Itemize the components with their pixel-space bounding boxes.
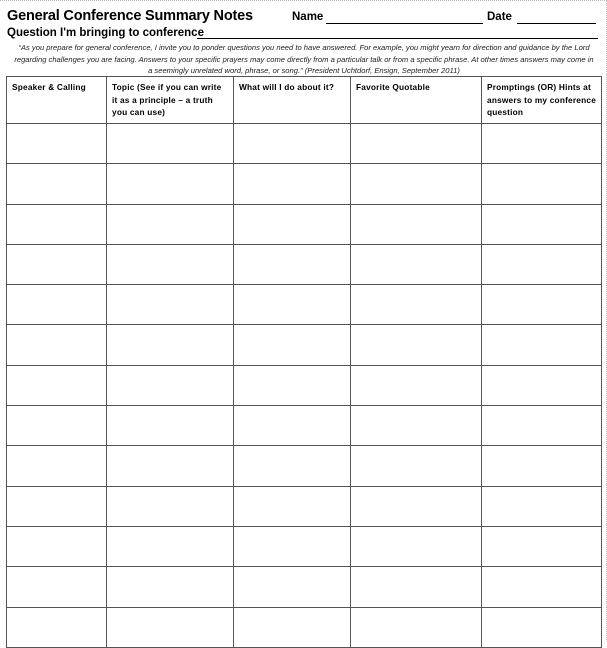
note-cell[interactable]	[234, 607, 351, 647]
note-cell[interactable]	[7, 365, 107, 405]
note-cell[interactable]	[482, 204, 602, 244]
note-cell[interactable]	[482, 325, 602, 365]
note-cell[interactable]	[234, 406, 351, 446]
column-header: What will I do about it?	[234, 77, 351, 124]
table-row	[7, 124, 602, 164]
note-cell[interactable]	[482, 526, 602, 566]
note-cell[interactable]	[107, 567, 234, 607]
note-cell[interactable]	[482, 446, 602, 486]
note-cell[interactable]	[107, 365, 234, 405]
note-cell[interactable]	[107, 486, 234, 526]
note-cell[interactable]	[7, 567, 107, 607]
table-row	[7, 285, 602, 325]
table-row	[7, 486, 602, 526]
table-row	[7, 406, 602, 446]
note-cell[interactable]	[482, 567, 602, 607]
name-label: Name	[292, 11, 324, 23]
name-field[interactable]	[326, 23, 483, 24]
note-cell[interactable]	[7, 526, 107, 566]
note-cell[interactable]	[351, 486, 482, 526]
note-cell[interactable]	[351, 325, 482, 365]
note-cell[interactable]	[351, 446, 482, 486]
note-cell[interactable]	[7, 164, 107, 204]
column-header: Promptings (OR) Hints at answers to my conference question	[482, 77, 602, 124]
note-cell[interactable]	[107, 406, 234, 446]
note-cell[interactable]	[7, 204, 107, 244]
note-cell[interactable]	[234, 446, 351, 486]
question-field[interactable]	[197, 38, 598, 39]
note-cell[interactable]	[7, 446, 107, 486]
table-row	[7, 607, 602, 647]
note-cell[interactable]	[7, 607, 107, 647]
note-cell[interactable]	[351, 204, 482, 244]
note-cell[interactable]	[234, 486, 351, 526]
table-row	[7, 204, 602, 244]
note-cell[interactable]	[7, 486, 107, 526]
note-cell[interactable]	[7, 406, 107, 446]
note-cell[interactable]	[482, 406, 602, 446]
table-row	[7, 325, 602, 365]
note-cell[interactable]	[351, 244, 482, 284]
note-cell[interactable]	[351, 567, 482, 607]
note-cell[interactable]	[482, 124, 602, 164]
note-cell[interactable]	[107, 526, 234, 566]
table-row	[7, 446, 602, 486]
note-cell[interactable]	[7, 285, 107, 325]
note-cell[interactable]	[482, 607, 602, 647]
note-cell[interactable]	[482, 365, 602, 405]
note-cell[interactable]	[351, 164, 482, 204]
table-row	[7, 164, 602, 204]
table-row	[7, 526, 602, 566]
note-cell[interactable]	[107, 164, 234, 204]
table-row	[7, 244, 602, 284]
column-header: Favorite Quotable	[351, 77, 482, 124]
question-label: Question I'm bringing to conference	[7, 27, 204, 39]
date-field[interactable]	[517, 23, 596, 24]
note-cell[interactable]	[351, 285, 482, 325]
note-cell[interactable]	[482, 164, 602, 204]
page-title: General Conference Summary Notes	[7, 8, 253, 24]
date-label: Date	[487, 11, 512, 23]
note-cell[interactable]	[107, 446, 234, 486]
page-border-top	[0, 0, 607, 2]
note-cell[interactable]	[234, 365, 351, 405]
note-cell[interactable]	[107, 204, 234, 244]
table-header-row	[7, 77, 602, 124]
note-cell[interactable]	[234, 325, 351, 365]
note-cell[interactable]	[7, 124, 107, 164]
note-cell[interactable]	[107, 607, 234, 647]
note-cell[interactable]	[234, 204, 351, 244]
note-cell[interactable]	[351, 365, 482, 405]
note-cell[interactable]	[234, 285, 351, 325]
note-cell[interactable]	[107, 124, 234, 164]
note-cell[interactable]	[7, 325, 107, 365]
column-header: Topic (See if you can write it as a principle – a truth you can use)	[107, 77, 234, 124]
table-row	[7, 567, 602, 607]
note-cell[interactable]	[234, 164, 351, 204]
note-cell[interactable]	[107, 285, 234, 325]
note-cell[interactable]	[482, 486, 602, 526]
note-cell[interactable]	[7, 244, 107, 284]
note-cell[interactable]	[351, 124, 482, 164]
note-cell[interactable]	[234, 244, 351, 284]
table-row	[7, 365, 602, 405]
note-cell[interactable]	[482, 285, 602, 325]
note-cell[interactable]	[234, 567, 351, 607]
note-cell[interactable]	[482, 244, 602, 284]
note-cell[interactable]	[351, 607, 482, 647]
note-cell[interactable]	[107, 325, 234, 365]
note-cell[interactable]	[234, 526, 351, 566]
note-cell[interactable]	[351, 406, 482, 446]
note-cell[interactable]	[351, 526, 482, 566]
notes-table	[6, 76, 602, 648]
note-cell[interactable]	[234, 124, 351, 164]
column-header: Speaker & Calling	[7, 77, 107, 124]
uchtdorf-quote: “As you prepare for general conference, I invite you to ponder questions you need to have answered. For example, you might yearn for direction and guidance by the Lord regarding challenges you are facing. Answers to your specific prayers may come directly from a particular talk or from a specific phrase. At other times answers may come in a seemingly unrelated word, phrase, or song.” (President Uchtdorf, Ensign, September 2011)	[14, 43, 594, 75]
note-cell[interactable]	[107, 244, 234, 284]
